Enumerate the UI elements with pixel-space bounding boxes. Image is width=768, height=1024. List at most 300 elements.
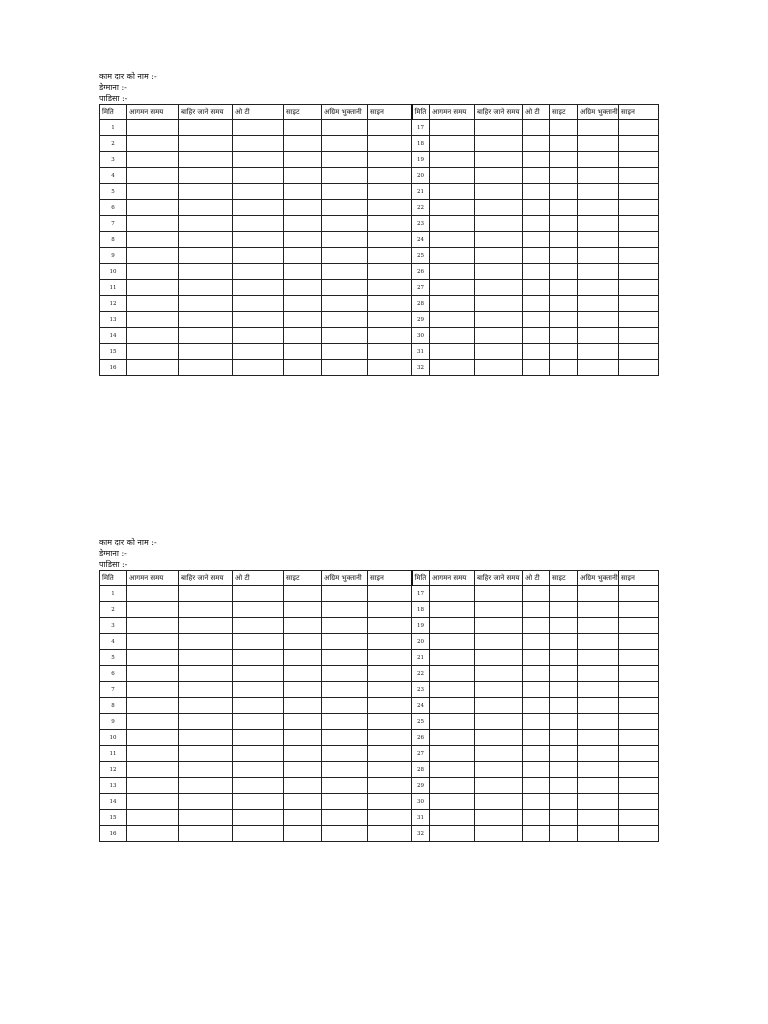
column-header: बाहिर जाने समय <box>475 105 523 120</box>
column-header: आगमन समय <box>430 105 475 120</box>
day-number: 10 <box>100 730 127 746</box>
table-row <box>100 810 659 826</box>
entry-cell <box>475 328 523 344</box>
entry-cell <box>430 232 475 248</box>
table-row <box>100 730 659 746</box>
entry-cell <box>127 168 179 184</box>
entry-cell <box>550 248 578 264</box>
column-header: साइन <box>619 571 659 586</box>
column-header: मिति <box>412 105 430 120</box>
entry-cell <box>475 360 523 376</box>
entry-cell <box>619 762 659 778</box>
day-number: 5 <box>100 184 127 200</box>
entry-cell <box>233 216 284 232</box>
entry-cell <box>233 360 284 376</box>
entry-cell <box>475 698 523 714</box>
day-number: 31 <box>412 810 430 826</box>
entry-cell <box>179 120 233 136</box>
entry-cell <box>550 232 578 248</box>
entry-cell <box>578 826 619 842</box>
entry-cell <box>475 778 523 794</box>
entry-cell <box>578 280 619 296</box>
entry-cell <box>578 586 619 602</box>
entry-cell <box>233 618 284 634</box>
entry-cell <box>475 586 523 602</box>
entry-cell <box>619 698 659 714</box>
entry-cell <box>322 794 368 810</box>
entry-cell <box>127 120 179 136</box>
entry-cell <box>127 698 179 714</box>
entry-cell <box>127 586 179 602</box>
entry-cell <box>430 810 475 826</box>
entry-cell <box>179 826 233 842</box>
entry-cell <box>523 714 550 730</box>
day-number: 7 <box>100 216 127 232</box>
entry-cell <box>578 168 619 184</box>
column-header: मिति <box>100 571 127 586</box>
entry-cell <box>368 136 412 152</box>
entry-cell <box>475 762 523 778</box>
entry-cell <box>578 810 619 826</box>
table-row <box>100 264 659 280</box>
entry-cell <box>179 312 233 328</box>
day-number: 17 <box>412 586 430 602</box>
entry-cell <box>179 586 233 602</box>
entry-cell <box>550 312 578 328</box>
entry-cell <box>233 168 284 184</box>
column-header: साइट <box>284 571 322 586</box>
entry-cell <box>368 248 412 264</box>
table-row <box>100 200 659 216</box>
entry-cell <box>619 328 659 344</box>
entry-cell <box>368 312 412 328</box>
entry-cell <box>322 810 368 826</box>
day-number: 12 <box>100 296 127 312</box>
entry-cell <box>475 216 523 232</box>
worker-name-label: काम दार को नाम :- <box>99 72 157 81</box>
entry-cell <box>523 232 550 248</box>
entry-cell <box>523 264 550 280</box>
entry-cell <box>127 360 179 376</box>
entry-cell <box>284 328 322 344</box>
entry-cell <box>619 586 659 602</box>
entry-cell <box>430 586 475 602</box>
entry-cell <box>430 200 475 216</box>
column-header: साइन <box>368 571 412 586</box>
entry-cell <box>127 280 179 296</box>
entry-cell <box>179 650 233 666</box>
entry-cell <box>233 698 284 714</box>
entry-cell <box>523 360 550 376</box>
entry-cell <box>179 762 233 778</box>
entry-cell <box>322 136 368 152</box>
entry-cell <box>284 200 322 216</box>
entry-cell <box>284 120 322 136</box>
column-header: साइट <box>550 571 578 586</box>
table-row <box>100 634 659 650</box>
entry-cell <box>430 216 475 232</box>
entry-cell <box>578 714 619 730</box>
entry-cell <box>578 248 619 264</box>
entry-cell <box>127 634 179 650</box>
entry-cell <box>475 618 523 634</box>
entry-cell <box>619 746 659 762</box>
entry-cell <box>619 344 659 360</box>
entry-cell <box>179 730 233 746</box>
entry-cell <box>179 168 233 184</box>
table-row <box>100 698 659 714</box>
entry-cell <box>523 248 550 264</box>
entry-cell <box>322 746 368 762</box>
day-number: 3 <box>100 152 127 168</box>
entry-cell <box>550 200 578 216</box>
entry-cell <box>550 682 578 698</box>
table-row <box>100 344 659 360</box>
day-number: 27 <box>412 280 430 296</box>
entry-cell <box>127 618 179 634</box>
entry-cell <box>430 618 475 634</box>
day-number: 6 <box>100 666 127 682</box>
table-row <box>100 120 659 136</box>
entry-cell <box>368 328 412 344</box>
entry-cell <box>368 826 412 842</box>
entry-cell <box>179 746 233 762</box>
entry-cell <box>127 136 179 152</box>
entry-cell <box>322 778 368 794</box>
entry-cell <box>430 280 475 296</box>
table-row <box>100 826 659 842</box>
entry-cell <box>550 264 578 280</box>
entry-cell <box>322 280 368 296</box>
entry-cell <box>233 666 284 682</box>
day-number: 30 <box>412 328 430 344</box>
column-header: मिति <box>100 105 127 120</box>
day-number: 18 <box>412 602 430 618</box>
entry-cell <box>233 232 284 248</box>
entry-cell <box>430 312 475 328</box>
entry-cell <box>430 698 475 714</box>
entry-cell <box>179 360 233 376</box>
day-number: 24 <box>412 698 430 714</box>
entry-cell <box>322 184 368 200</box>
table-row <box>100 586 659 602</box>
entry-cell <box>179 634 233 650</box>
entry-cell <box>619 602 659 618</box>
entry-cell <box>322 168 368 184</box>
entry-cell <box>578 650 619 666</box>
entry-cell <box>284 762 322 778</box>
entry-cell <box>475 746 523 762</box>
entry-cell <box>233 762 284 778</box>
entry-cell <box>127 746 179 762</box>
entry-cell <box>179 602 233 618</box>
entry-cell <box>179 264 233 280</box>
entry-cell <box>430 650 475 666</box>
entry-cell <box>550 120 578 136</box>
entry-cell <box>550 586 578 602</box>
entry-cell <box>368 602 412 618</box>
entry-cell <box>368 296 412 312</box>
entry-cell <box>523 618 550 634</box>
day-number: 29 <box>412 778 430 794</box>
entry-cell <box>368 232 412 248</box>
header-lines <box>99 537 658 570</box>
entry-cell <box>284 810 322 826</box>
entry-cell <box>368 698 412 714</box>
column-header: आगमन समय <box>127 571 179 586</box>
entry-cell <box>368 794 412 810</box>
day-number: 12 <box>100 762 127 778</box>
entry-cell <box>430 168 475 184</box>
entry-cell <box>127 248 179 264</box>
entry-cell <box>619 296 659 312</box>
entry-cell <box>179 200 233 216</box>
entry-cell <box>430 666 475 682</box>
entry-cell <box>475 120 523 136</box>
entry-cell <box>523 152 550 168</box>
entry-cell <box>368 746 412 762</box>
form-block-2 <box>99 537 658 842</box>
entry-cell <box>322 296 368 312</box>
entry-cell <box>619 666 659 682</box>
entry-cell <box>475 296 523 312</box>
entry-cell <box>233 248 284 264</box>
entry-cell <box>127 794 179 810</box>
entry-cell <box>368 650 412 666</box>
table-row <box>100 328 659 344</box>
entry-cell <box>523 168 550 184</box>
entry-cell <box>578 184 619 200</box>
entry-cell <box>619 200 659 216</box>
day-number: 6 <box>100 200 127 216</box>
entry-cell <box>523 136 550 152</box>
entry-cell <box>233 730 284 746</box>
entry-cell <box>523 296 550 312</box>
entry-cell <box>550 762 578 778</box>
entry-cell <box>127 184 179 200</box>
table-row <box>100 136 659 152</box>
entry-cell <box>430 602 475 618</box>
entry-cell <box>475 168 523 184</box>
column-header: साइट <box>284 105 322 120</box>
entry-cell <box>127 312 179 328</box>
entry-cell <box>284 296 322 312</box>
entry-cell <box>475 666 523 682</box>
entry-cell <box>550 602 578 618</box>
entry-cell <box>322 714 368 730</box>
entry-cell <box>523 586 550 602</box>
day-number: 21 <box>412 650 430 666</box>
day-number: 13 <box>100 312 127 328</box>
day-number: 1 <box>100 586 127 602</box>
form-block-1 <box>99 71 658 376</box>
entry-cell <box>179 682 233 698</box>
column-header: आगमन समय <box>127 105 179 120</box>
column-header: ओ टी <box>523 571 550 586</box>
entry-cell <box>127 682 179 698</box>
day-number: 8 <box>100 232 127 248</box>
entry-cell <box>475 714 523 730</box>
entry-cell <box>284 682 322 698</box>
entry-cell <box>619 650 659 666</box>
entry-cell <box>523 120 550 136</box>
table-body <box>100 120 659 376</box>
column-header: मिति <box>412 571 430 586</box>
entry-cell <box>127 714 179 730</box>
day-number: 23 <box>412 216 430 232</box>
entry-cell <box>550 296 578 312</box>
entry-cell <box>523 650 550 666</box>
entry-cell <box>619 826 659 842</box>
entry-cell <box>179 296 233 312</box>
entry-cell <box>284 264 322 280</box>
entry-cell <box>322 344 368 360</box>
entry-cell <box>322 232 368 248</box>
entry-cell <box>368 200 412 216</box>
table-row <box>100 312 659 328</box>
entry-cell <box>578 216 619 232</box>
entry-cell <box>523 184 550 200</box>
pay-label: पाडिसा :- <box>99 94 128 103</box>
entry-cell <box>578 762 619 778</box>
entry-cell <box>475 312 523 328</box>
entry-cell <box>368 360 412 376</box>
day-number: 9 <box>100 248 127 264</box>
entry-cell <box>233 312 284 328</box>
entry-cell <box>233 602 284 618</box>
entry-cell <box>284 168 322 184</box>
entry-cell <box>523 344 550 360</box>
entry-cell <box>619 248 659 264</box>
entry-cell <box>322 248 368 264</box>
entry-cell <box>578 232 619 248</box>
entry-cell <box>619 682 659 698</box>
entry-cell <box>368 152 412 168</box>
entry-cell <box>430 120 475 136</box>
table-row <box>100 714 659 730</box>
column-header: ओ टी <box>233 571 284 586</box>
entry-cell <box>368 120 412 136</box>
entry-cell <box>284 248 322 264</box>
entry-cell <box>233 650 284 666</box>
entry-cell <box>322 698 368 714</box>
entry-cell <box>179 778 233 794</box>
entry-cell <box>322 682 368 698</box>
entry-cell <box>322 152 368 168</box>
entry-cell <box>475 184 523 200</box>
day-number: 15 <box>100 344 127 360</box>
entry-cell <box>523 826 550 842</box>
attendance-table <box>99 104 659 376</box>
entry-cell <box>368 730 412 746</box>
entry-cell <box>578 618 619 634</box>
header-lines <box>99 71 658 104</box>
entry-cell <box>619 730 659 746</box>
column-header: अग्रिम भुक्तानी <box>322 105 368 120</box>
entry-cell <box>179 698 233 714</box>
entry-cell <box>550 216 578 232</box>
day-number: 3 <box>100 618 127 634</box>
entry-cell <box>233 152 284 168</box>
entry-cell <box>233 826 284 842</box>
entry-cell <box>619 634 659 650</box>
table-row <box>100 794 659 810</box>
header-row <box>100 105 659 120</box>
entry-cell <box>430 136 475 152</box>
entry-cell <box>233 794 284 810</box>
day-number: 14 <box>100 794 127 810</box>
entry-cell <box>550 136 578 152</box>
entry-cell <box>619 810 659 826</box>
entry-cell <box>368 168 412 184</box>
column-header: ओ टी <box>233 105 284 120</box>
entry-cell <box>284 586 322 602</box>
entry-cell <box>578 264 619 280</box>
entry-cell <box>284 746 322 762</box>
entry-cell <box>550 778 578 794</box>
entry-cell <box>523 778 550 794</box>
entry-cell <box>233 714 284 730</box>
entry-cell <box>368 618 412 634</box>
entry-cell <box>550 666 578 682</box>
entry-cell <box>475 794 523 810</box>
entry-cell <box>127 602 179 618</box>
entry-cell <box>284 216 322 232</box>
entry-cell <box>127 344 179 360</box>
table-row <box>100 168 659 184</box>
entry-cell <box>619 714 659 730</box>
entry-cell <box>619 360 659 376</box>
entry-cell <box>322 328 368 344</box>
entry-cell <box>523 602 550 618</box>
entry-cell <box>475 232 523 248</box>
entry-cell <box>578 136 619 152</box>
entry-cell <box>475 810 523 826</box>
designation-label: डेग्माना :- <box>99 549 127 558</box>
entry-cell <box>179 280 233 296</box>
entry-cell <box>233 778 284 794</box>
entry-cell <box>550 328 578 344</box>
entry-cell <box>619 152 659 168</box>
table-row <box>100 778 659 794</box>
column-header: ओ टी <box>523 105 550 120</box>
table-row <box>100 746 659 762</box>
entry-cell <box>284 152 322 168</box>
entry-cell <box>550 634 578 650</box>
entry-cell <box>475 730 523 746</box>
entry-cell <box>550 152 578 168</box>
entry-cell <box>578 682 619 698</box>
day-number: 11 <box>100 280 127 296</box>
day-number: 21 <box>412 184 430 200</box>
entry-cell <box>578 746 619 762</box>
entry-cell <box>430 682 475 698</box>
day-number: 18 <box>412 136 430 152</box>
entry-cell <box>322 264 368 280</box>
entry-cell <box>578 778 619 794</box>
entry-cell <box>284 634 322 650</box>
day-number: 20 <box>412 634 430 650</box>
entry-cell <box>284 136 322 152</box>
entry-cell <box>619 168 659 184</box>
day-number: 25 <box>412 714 430 730</box>
day-number: 31 <box>412 344 430 360</box>
entry-cell <box>619 232 659 248</box>
entry-cell <box>179 618 233 634</box>
table-row <box>100 280 659 296</box>
entry-cell <box>430 794 475 810</box>
day-number: 13 <box>100 778 127 794</box>
